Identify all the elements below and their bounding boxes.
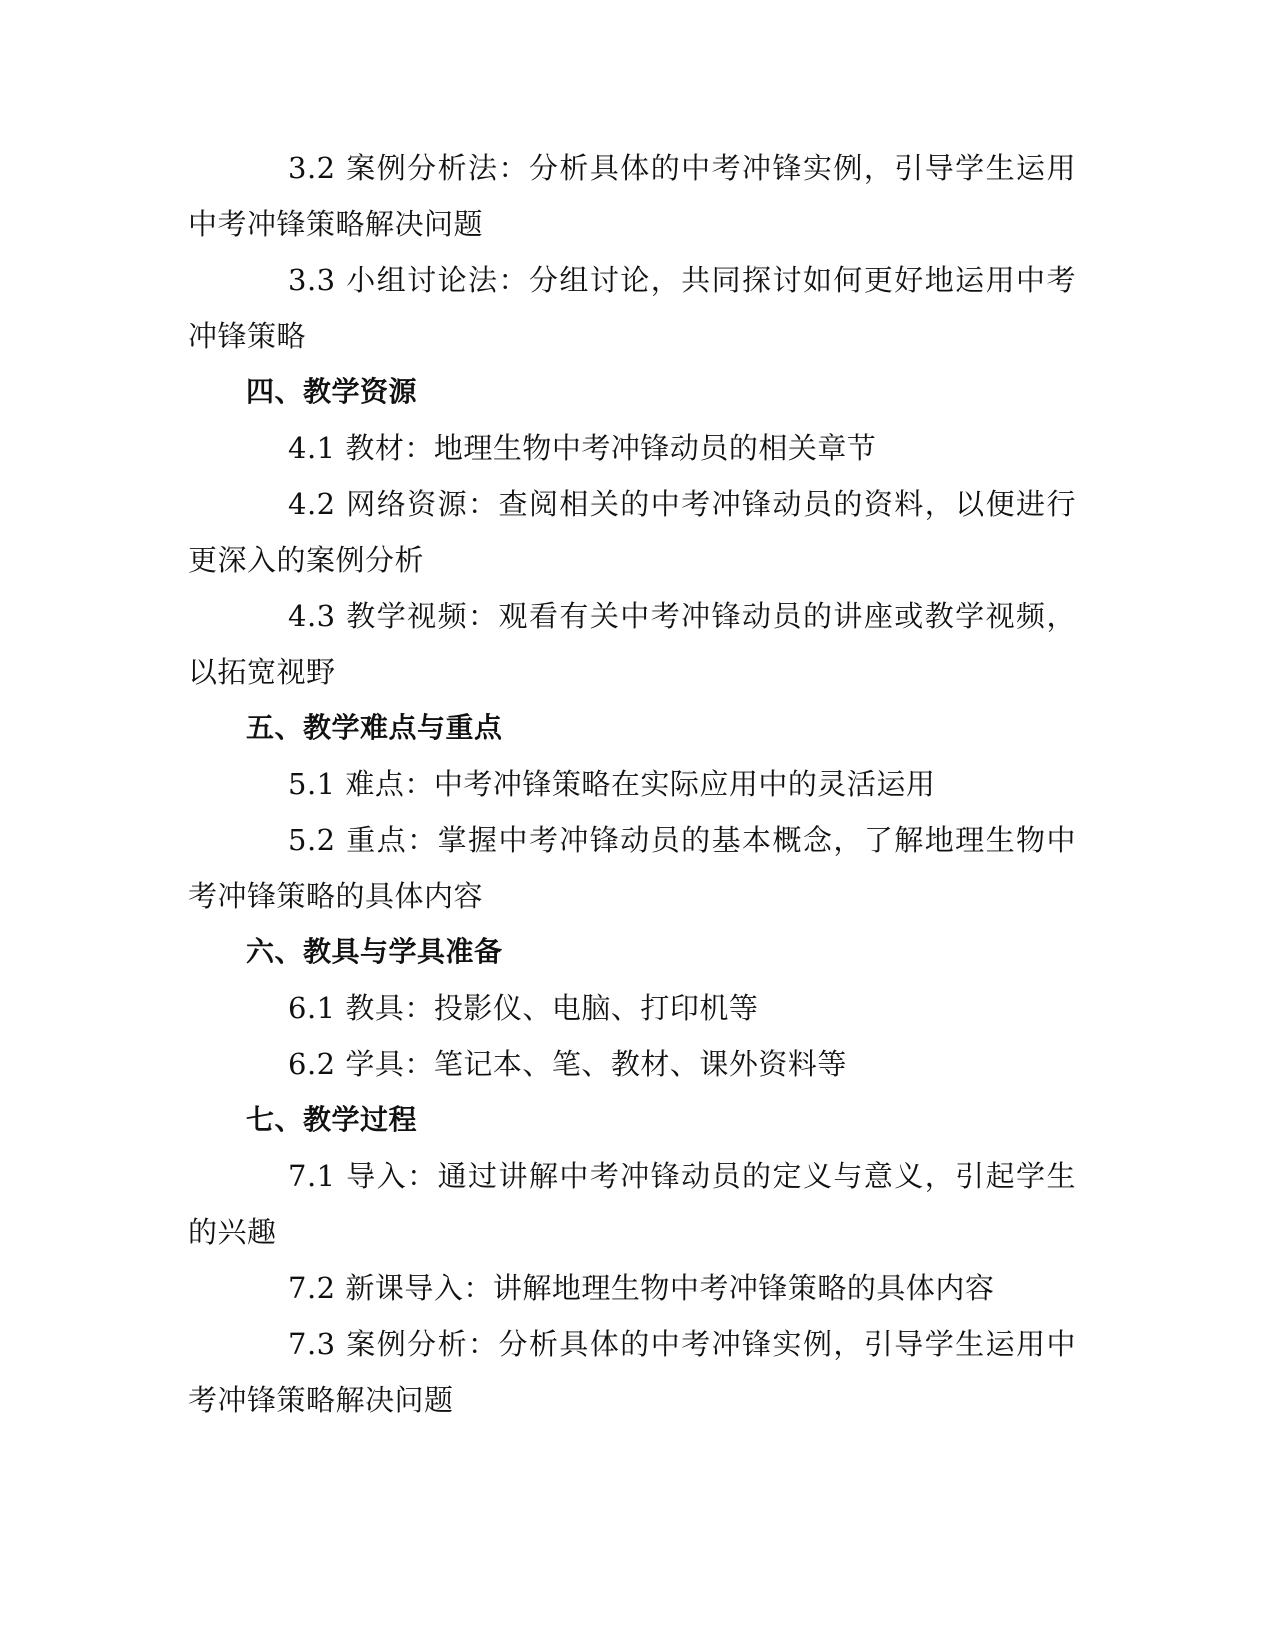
paragraph-4-3: 4.3 教学视频：观看有关中考冲锋动员的讲座或教学视频，以拓宽视野 <box>188 599 1076 689</box>
paragraph-6-2: 6.2 学具：笔记本、笔、教材、课外资料等 <box>288 1047 847 1081</box>
section-heading-5: 五、教学难点与重点 <box>246 711 503 744</box>
paragraph-7-2: 7.2 新课导入：讲解地理生物中考冲锋策略的具体内容 <box>288 1271 995 1305</box>
paragraph-4-2: 4.2 网络资源：查阅相关的中考冲锋动员的资料，以便进行更深入的案例分析 <box>188 487 1076 577</box>
paragraph-4-1: 4.1 教材：地理生物中考冲锋动员的相关章节 <box>288 431 877 465</box>
section-heading-6: 六、教具与学具准备 <box>246 935 503 968</box>
paragraph-3-2: 3.2 案例分析法：分析具体的中考冲锋实例，引导学生运用中考冲锋策略解决问题 <box>188 151 1076 241</box>
paragraph-5-2: 5.2 重点：掌握中考冲锋动员的基本概念，了解地理生物中考冲锋策略的具体内容 <box>188 823 1076 913</box>
paragraph-5-1: 5.1 难点：中考冲锋策略在实际应用中的灵活运用 <box>288 767 936 801</box>
paragraph-3-3: 3.3 小组讨论法：分组讨论，共同探讨如何更好地运用中考冲锋策略 <box>188 263 1076 353</box>
paragraph-7-1: 7.1 导入：通过讲解中考冲锋动员的定义与意义，引起学生的兴趣 <box>188 1159 1076 1249</box>
paragraph-6-1: 6.1 教具：投影仪、电脑、打印机等 <box>288 991 759 1025</box>
section-heading-7: 七、教学过程 <box>246 1103 418 1136</box>
document-body <box>188 140 1076 1428</box>
paragraph-7-3: 7.3 案例分析：分析具体的中考冲锋实例，引导学生运用中考冲锋策略解决问题 <box>188 1327 1076 1417</box>
section-heading-4: 四、教学资源 <box>246 375 418 408</box>
